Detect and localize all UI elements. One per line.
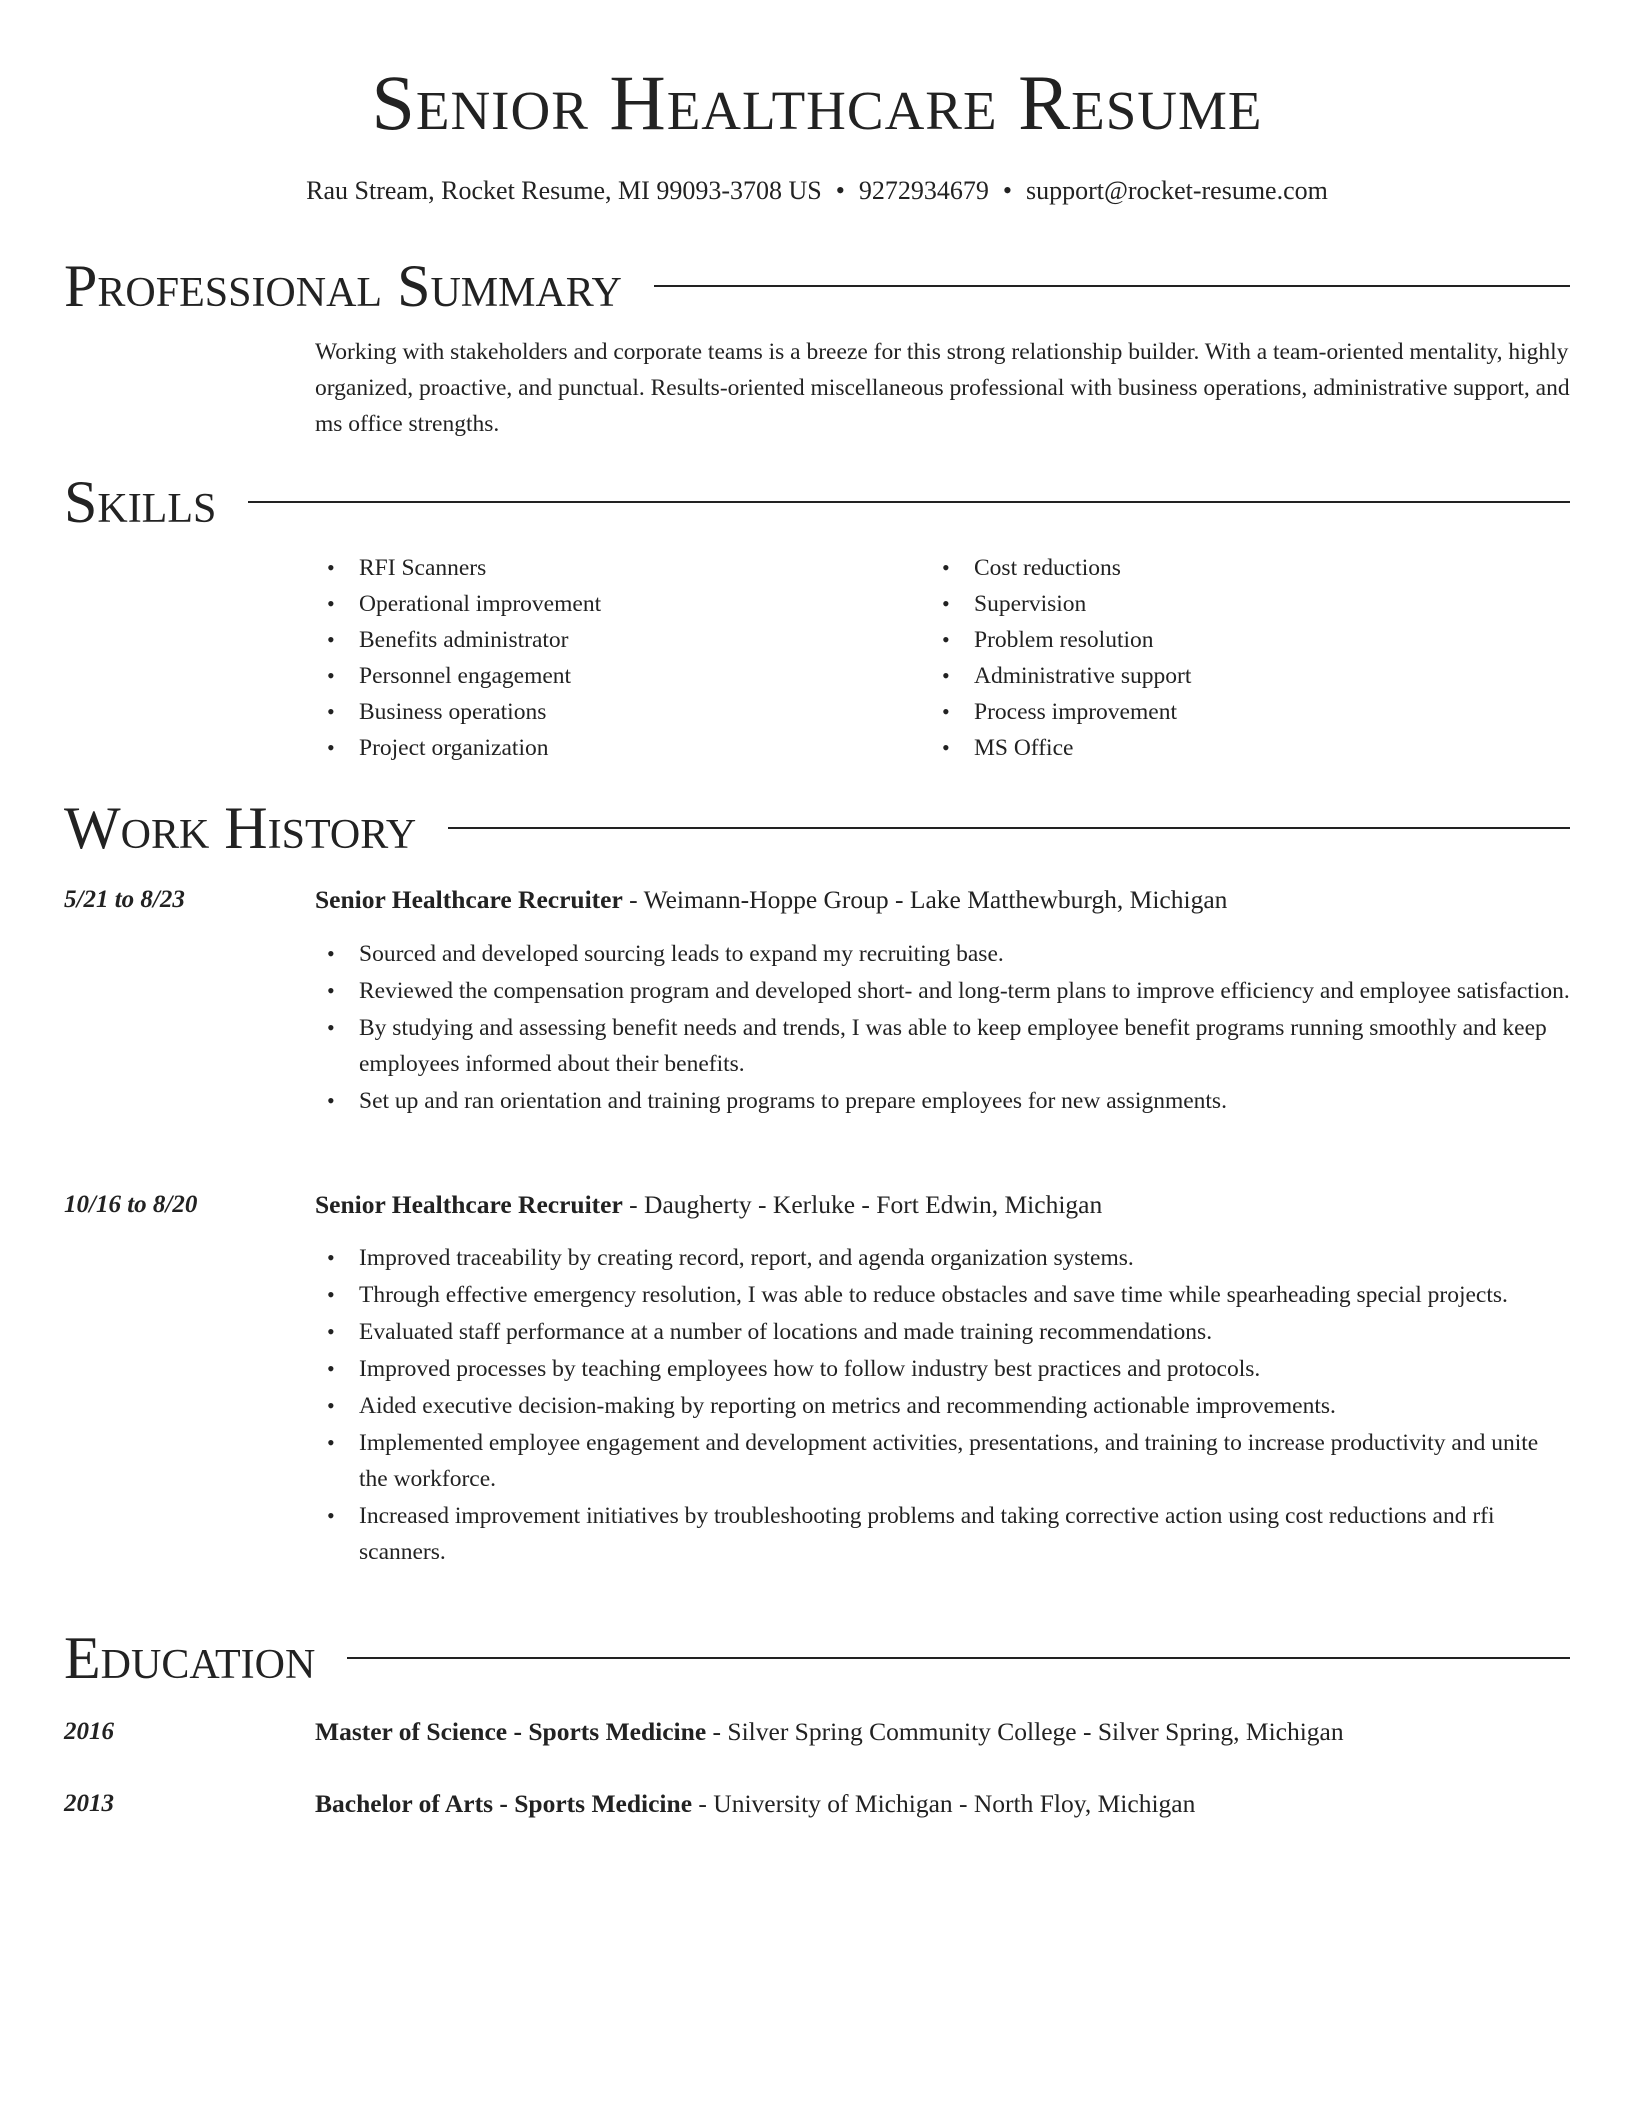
- section-divider: [448, 827, 1570, 829]
- skill-item: • Administrative support: [930, 658, 1530, 694]
- email[interactable]: support@rocket-resume.com: [1025, 176, 1328, 205]
- skill-item: • Problem resolution: [930, 622, 1530, 658]
- skills-heading: Skills: [64, 469, 217, 535]
- section-divider: [347, 1657, 1570, 1659]
- skill-item: • Personnel engagement: [315, 658, 915, 694]
- education-line: [315, 1714, 1570, 1750]
- address: Rau Stream, Rocket Resume, MI 99093-3708 US: [306, 176, 822, 205]
- skill-item: • Operational improvement: [315, 586, 915, 622]
- education-degree: Bachelor of Arts - Sports Medicine: [315, 1789, 693, 1818]
- separator-dot: •: [1002, 176, 1012, 205]
- skill-item: • MS Office: [930, 730, 1530, 766]
- job-dates: 5/21 to 8/23: [64, 886, 185, 913]
- education-line: [315, 1786, 1570, 1822]
- work-heading: Work History: [64, 795, 417, 861]
- education-year: 2013: [64, 1790, 114, 1817]
- job-bullet: • Improved processes by teaching employees how to follow industry best practices and protocols.: [315, 1351, 1570, 1387]
- job-title-line: [315, 1187, 1570, 1223]
- job-bullet: • Through effective emergency resolution, I was able to reduce obstacles and save time while spearheading special projects.: [315, 1277, 1570, 1313]
- skill-item: • Benefits administrator: [315, 622, 915, 658]
- job-title: Senior Healthcare Recruiter: [315, 1190, 623, 1219]
- summary-text: Working with stakeholders and corporate teams is a breeze for this strong relationship builder. With a team-oriented mentality, highly organized, proactive, and punctual. Results-oriented miscellaneous professional with business operations, administrative support, and ms office strengths.: [315, 339, 1570, 437]
- skills-column-left: [315, 550, 915, 766]
- skill-item: • Business operations: [315, 694, 915, 730]
- skill-item: • Supervision: [930, 586, 1530, 622]
- education-school: - Silver Spring Community College - Silver Spring, Michigan: [706, 1717, 1344, 1746]
- job-title: Senior Healthcare Recruiter: [315, 885, 623, 914]
- education-section-header: [64, 1626, 1570, 1690]
- education-degree: Master of Science - Sports Medicine: [315, 1717, 707, 1746]
- education-year: 2016: [64, 1718, 114, 1745]
- job-bullets: [315, 1240, 1570, 1571]
- contact-line: [64, 174, 1570, 208]
- skill-item: • RFI Scanners: [315, 550, 915, 586]
- work-section-header: [64, 796, 1570, 860]
- skills-section-header: [64, 470, 1570, 534]
- summary-section-header: [64, 254, 1570, 318]
- job-title-line: [315, 882, 1570, 918]
- skill-item: • Cost reductions: [930, 550, 1530, 586]
- job-bullet: • Set up and ran orientation and training programs to prepare employees for new assignments.: [315, 1083, 1570, 1119]
- section-divider: [248, 501, 1570, 503]
- skills-column-right: [930, 550, 1530, 766]
- job-bullet: • Aided executive decision-making by reporting on metrics and recommending actionable improvements.: [315, 1388, 1570, 1424]
- job-bullet: • Implemented employee engagement and development activities, presentations, and training to increase productivity and unite the workforce.: [315, 1425, 1570, 1497]
- separator-dot: •: [835, 176, 845, 205]
- job-bullet: • Sourced and developed sourcing leads to expand my recruiting base.: [315, 936, 1570, 972]
- job-bullet: • Improved traceability by creating record, report, and agenda organization systems.: [315, 1240, 1570, 1276]
- summary-heading: Professional Summary: [64, 253, 622, 319]
- education-heading: Education: [64, 1625, 316, 1691]
- job-employer: - Daugherty - Kerluke - Fort Edwin, Michigan: [622, 1190, 1103, 1219]
- job-bullet: • Evaluated staff performance at a number of locations and made training recommendations.: [315, 1314, 1570, 1350]
- skill-item: • Project organization: [315, 730, 915, 766]
- skill-item: • Process improvement: [930, 694, 1530, 730]
- job-bullet: • Increased improvement initiatives by troubleshooting problems and taking corrective action using cost reductions and rfi scanners.: [315, 1498, 1570, 1570]
- job-bullets: [315, 936, 1570, 1120]
- phone: 9272934679: [858, 176, 989, 205]
- section-divider: [654, 285, 1570, 287]
- job-employer: - Weimann-Hoppe Group - Lake Matthewburgh, Michigan: [622, 885, 1228, 914]
- education-school: - University of Michigan - North Floy, Michigan: [692, 1789, 1196, 1818]
- resume-title: Senior Healthcare Resume: [371, 59, 1263, 146]
- job-bullet: • By studying and assessing benefit needs and trends, I was able to keep employee benefit programs running smoothly and keep employees informed about their benefits.: [315, 1010, 1570, 1082]
- job-bullet: • Reviewed the compensation program and developed short- and long-term plans to improve efficiency and employee satisfaction.: [315, 973, 1570, 1009]
- job-dates: 10/16 to 8/20: [64, 1191, 198, 1218]
